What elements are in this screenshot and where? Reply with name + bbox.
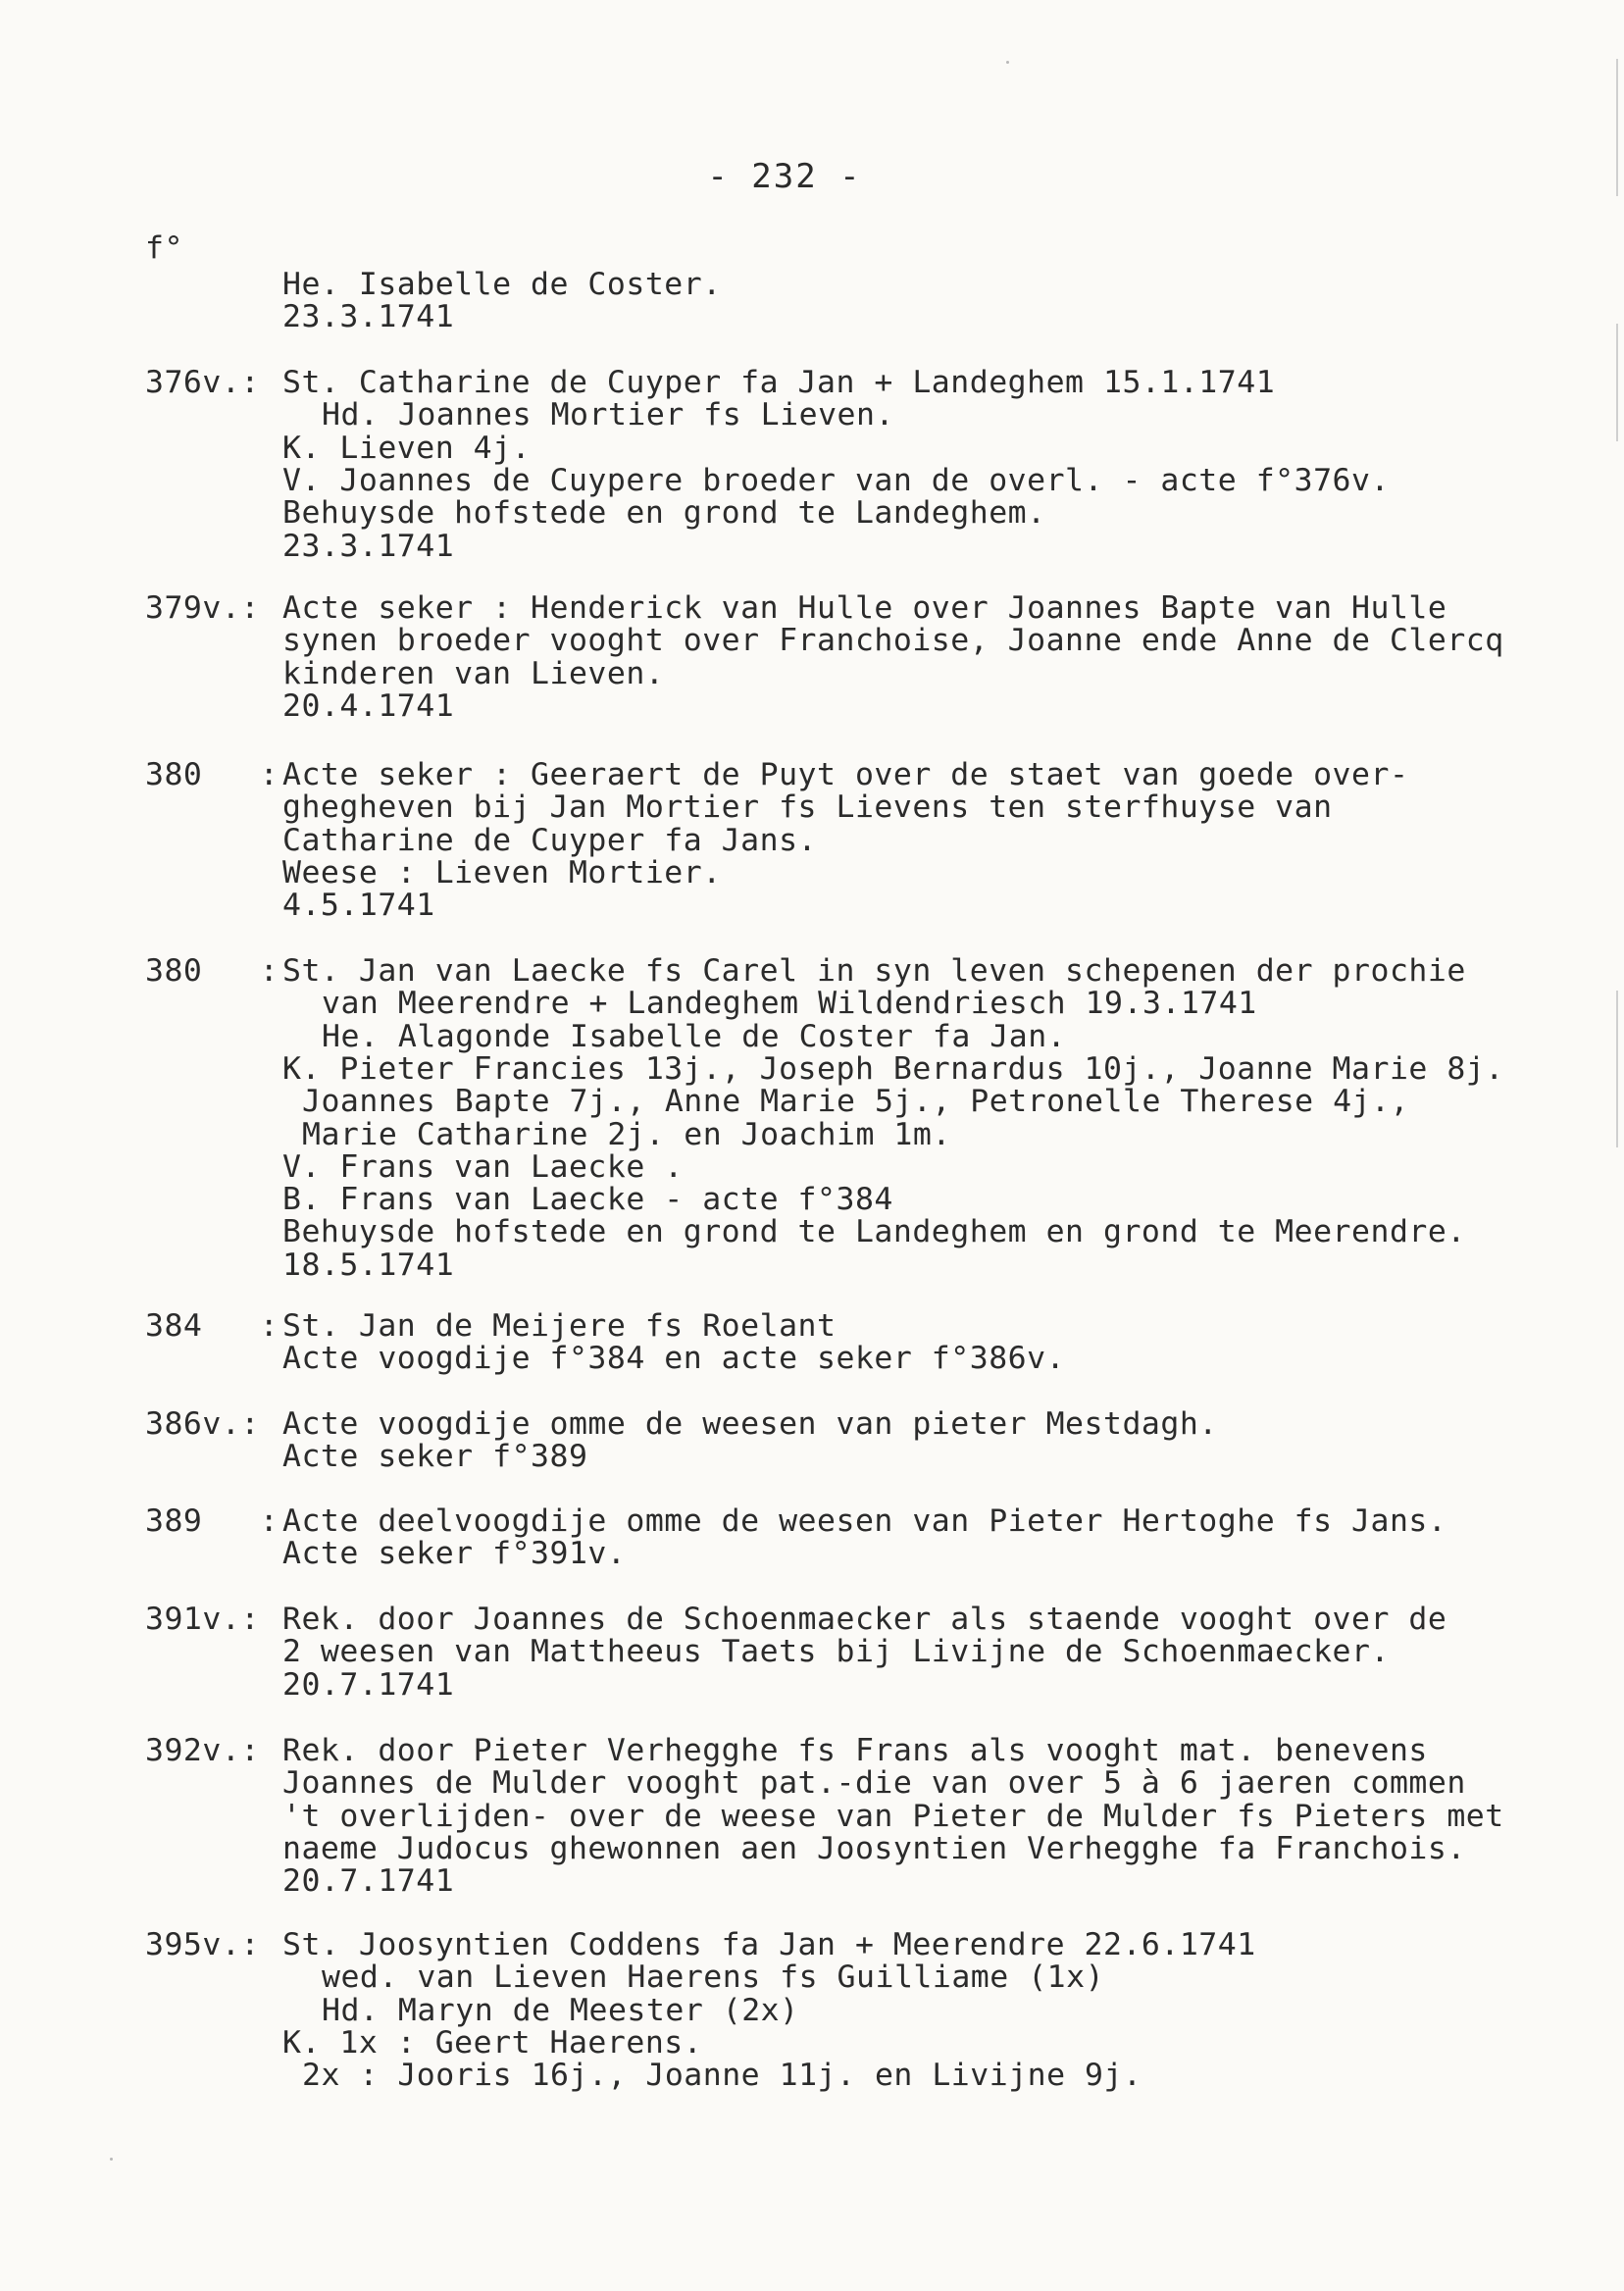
page-number: - 232 - xyxy=(707,157,862,196)
folio-reference: 386v.: xyxy=(145,1406,260,1442)
folio-reference: 395v.: xyxy=(145,1927,260,1962)
entry-line: St. Jan de Meijere fs Roelant xyxy=(282,1308,837,1344)
folio-reference: 384 : xyxy=(145,1308,279,1344)
entry-line: Rek. door Joannes de Schoenmaecker als staende vooght over de xyxy=(282,1602,1447,1637)
entry-line: ghegheven bij Jan Mortier fs Lievens ten sterfhuyse van xyxy=(282,789,1333,826)
entry-line: K. Lieven 4j. xyxy=(282,430,532,466)
entry-line: kinderen van Lieven. xyxy=(282,655,665,691)
scan-speck xyxy=(110,2158,113,2161)
folio-reference: 391v.: xyxy=(145,1602,260,1637)
entry-line: 20.4.1741 xyxy=(282,687,455,724)
entry-line: Behuysde hofstede en grond te Landeghem. xyxy=(282,495,1046,532)
entry-line: B. Frans van Laecke - acte f°384 xyxy=(282,1182,893,1218)
entry-line: K. Pieter Francies 13j., Joseph Bernardus 10j., Joanne Marie 8j. xyxy=(282,1050,1504,1087)
entry-line: Joannes de Mulder vooght pat.-die van over 5 à 6 jaeren commen xyxy=(282,1765,1466,1802)
folio-reference: 389 : xyxy=(145,1503,279,1539)
entry-line: 't overlijden- over de weese van Pieter de Mulder fs Pieters met xyxy=(282,1798,1504,1834)
entry-line: 18.5.1741 xyxy=(282,1247,455,1283)
entry-line: Marie Catharine 2j. en Joachim 1m. xyxy=(302,1116,951,1152)
entry-line: Acte seker : Geeraert de Puyt over de staet van goede over- xyxy=(282,757,1409,792)
entry-line: St. Joosyntien Coddens fa Jan + Meerendre 22.6.1741 xyxy=(282,1927,1256,1962)
entry-line: naeme Judocus ghewonnen aen Joosyntien Verhegghe fa Franchois. xyxy=(282,1830,1466,1866)
entry-line: Acte voogdije f°384 en acte seker f°386v. xyxy=(282,1341,1066,1377)
entry-line: van Meerendre + Landeghem Wildendriesch 19.3.1741 xyxy=(322,986,1257,1022)
folio-reference: 380 : xyxy=(145,953,279,989)
entry-line: Weese : Lieven Mortier. xyxy=(282,854,722,891)
scan-edge-mark xyxy=(1616,59,1618,196)
entry-line: 4.5.1741 xyxy=(282,888,435,924)
folio-reference: 392v.: xyxy=(145,1733,260,1768)
entry-line: St. Jan van Laecke fs Carel in syn leven schepenen der prochie xyxy=(282,953,1466,989)
folio-reference: 376v.: xyxy=(145,365,260,400)
entry-line: Hd. Maryn de Meester (2x) xyxy=(322,1992,799,2028)
entry-line: 23.3.1741 xyxy=(282,528,455,564)
entry-line: Acte seker f°389 xyxy=(282,1439,588,1475)
entry-line: V. Joannes de Cuypere broeder van de overl. - acte f°376v. xyxy=(282,462,1390,498)
entry-line: 2x : Jooris 16j., Joanne 11j. en Livijne 9j. xyxy=(302,2058,1142,2094)
entry-line: He. Alagonde Isabelle de Coster fa Jan. xyxy=(322,1018,1067,1054)
folio-reference: 379v.: xyxy=(145,590,260,626)
entry-line: Catharine de Cuyper fa Jans. xyxy=(282,822,818,858)
entry-line: 20.7.1741 xyxy=(282,1666,455,1703)
entry-line: Behuysde hofstede en grond te Landeghem en grond te Meerendre. xyxy=(282,1214,1466,1250)
entry-line: Joannes Bapte 7j., Anne Marie 5j., Petronelle Therese 4j., xyxy=(302,1084,1409,1120)
entry-line: 2 weesen van Mattheeus Taets bij Livijne de Schoenmaecker. xyxy=(282,1634,1390,1670)
scan-speck xyxy=(1006,61,1009,64)
scan-edge-mark xyxy=(1616,324,1618,441)
entry-line: V. Frans van Laecke . xyxy=(282,1148,684,1185)
scan-edge-mark xyxy=(1616,991,1618,1147)
entry-line: Rek. door Pieter Verhegghe fs Frans als vooght mat. benevens xyxy=(282,1733,1428,1768)
entry-line: 20.7.1741 xyxy=(282,1863,455,1900)
entry-line: He. Isabelle de Coster. xyxy=(282,267,722,302)
entry-line: Hd. Joannes Mortier fs Lieven. xyxy=(322,397,894,433)
folio-reference: 380 : xyxy=(145,757,279,792)
entry-line: St. Catharine de Cuyper fa Jan + Landeghem 15.1.1741 xyxy=(282,365,1276,400)
entry-line: Acte deelvoogdije omme de weesen van Pieter Hertoghe fs Jans. xyxy=(282,1503,1447,1539)
entry-line: 23.3.1741 xyxy=(282,299,455,335)
entry-line: K. 1x : Geert Haerens. xyxy=(282,2024,703,2061)
entry-line: Acte seker f°391v. xyxy=(282,1536,627,1572)
entry-line: Acte seker : Henderick van Hulle over Joannes Bapte van Hulle xyxy=(282,590,1447,626)
entry-line: Acte voogdije omme de weesen van pieter Mestdagh. xyxy=(282,1406,1218,1442)
entry-line: wed. van Lieven Haerens fs Guilliame (1x) xyxy=(322,1960,1105,1996)
entry-line: synen broeder vooght over Franchoise, Joanne ende Anne de Clercq xyxy=(282,623,1504,659)
folio-label: f° xyxy=(145,230,183,266)
